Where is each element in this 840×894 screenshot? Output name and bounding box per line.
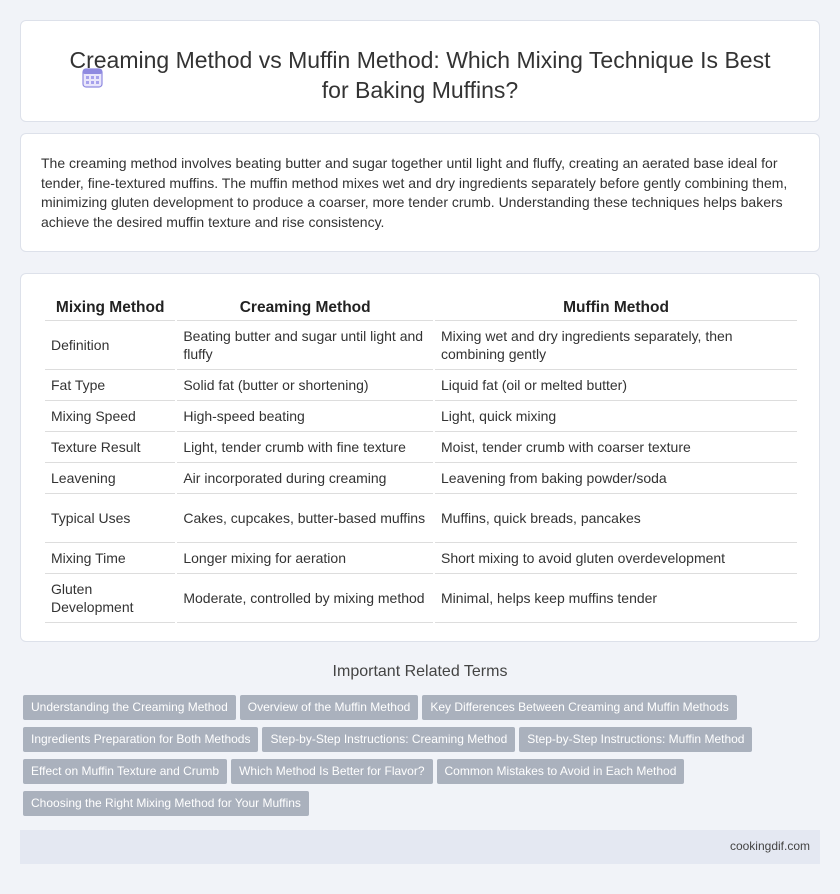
related-term-tag[interactable]: Overview of the Muffin Method [240, 695, 419, 720]
column-header: Muffin Method [435, 296, 797, 321]
table-cell: Texture Result [45, 432, 175, 463]
related-terms-list [23, 695, 803, 823]
table-cell: Moist, tender crumb with coarser texture [435, 432, 797, 463]
table-cell: Leavening [45, 463, 175, 494]
table-row [45, 494, 797, 543]
table-cell: Beating butter and sugar until light and fluffy [177, 321, 433, 370]
table-cell: Light, quick mixing [435, 401, 797, 432]
table-cell: Mixing Speed [45, 401, 175, 432]
table-cell: Cakes, cupcakes, butter-based muffins [177, 494, 433, 543]
table-row [45, 401, 797, 432]
page-title: Creaming Method vs Muffin Method: Which Mixing Technique Is Best for Baking Muffins? [69, 47, 771, 103]
table-row [45, 432, 797, 463]
related-term-tag[interactable]: Common Mistakes to Avoid in Each Method [437, 759, 685, 784]
table-row [45, 543, 797, 574]
intro-card [20, 133, 820, 252]
comparison-table [43, 296, 799, 623]
table-row [45, 574, 797, 623]
table-cell: Leavening from baking powder/soda [435, 463, 797, 494]
table-cell: Muffins, quick breads, pancakes [435, 494, 797, 543]
table-cell: Solid fat (butter or shortening) [177, 370, 433, 401]
table-cell: Light, tender crumb with fine texture [177, 432, 433, 463]
related-term-tag[interactable]: Choosing the Right Mixing Method for Your Muffins [23, 791, 309, 816]
table-cell: Minimal, helps keep muffins tender [435, 574, 797, 623]
related-term-tag[interactable]: Ingredients Preparation for Both Methods [23, 727, 258, 752]
table-cell: High-speed beating [177, 401, 433, 432]
table-cell: Typical Uses [45, 494, 175, 543]
table-cell: Fat Type [45, 370, 175, 401]
table-cell: Mixing wet and dry ingredients separately, then combining gently [435, 321, 797, 370]
related-terms-heading: Important Related Terms [332, 663, 508, 680]
table-header-row [45, 296, 797, 321]
column-header: Creaming Method [177, 296, 433, 321]
table-cell: Mixing Time [45, 543, 175, 574]
table-cell: Moderate, controlled by mixing method [177, 574, 433, 623]
column-header: Mixing Method [45, 296, 175, 321]
table-cell: Longer mixing for aeration [177, 543, 433, 574]
table-cell: Air incorporated during creaming [177, 463, 433, 494]
table-cell: Short mixing to avoid gluten overdevelopment [435, 543, 797, 574]
related-term-tag[interactable]: Which Method Is Better for Flavor? [231, 759, 432, 784]
title-card [20, 20, 820, 122]
table-cell: Liquid fat (oil or melted butter) [435, 370, 797, 401]
table-row [45, 321, 797, 370]
related-term-tag[interactable]: Understanding the Creaming Method [23, 695, 236, 720]
table-row [45, 463, 797, 494]
related-term-tag[interactable]: Key Differences Between Creaming and Muffin Methods [422, 695, 736, 720]
table-cell: Definition [45, 321, 175, 370]
related-term-tag[interactable]: Effect on Muffin Texture and Crumb [23, 759, 227, 784]
related-term-tag[interactable]: Step-by-Step Instructions: Muffin Method [519, 727, 752, 752]
related-term-tag[interactable]: Step-by-Step Instructions: Creaming Method [262, 727, 515, 752]
footer [20, 830, 820, 864]
site-name[interactable]: cookingdif.com [729, 839, 810, 853]
intro-paragraph: The creaming method involves beating butter and sugar together until light and fluffy, creating an aerated base ideal for tender, fine-textured muffins. The muffin method mixes wet and dry ingredients separately before gently combining them, minimizing gluten development to produce a coarser, more tender crumb. Understanding these techniques helps bakers achieve the desired muffin texture and rise consistency. [41, 155, 788, 230]
comparison-table-card [20, 273, 820, 642]
table-row [45, 370, 797, 401]
table-cell: Gluten Development [45, 574, 175, 623]
